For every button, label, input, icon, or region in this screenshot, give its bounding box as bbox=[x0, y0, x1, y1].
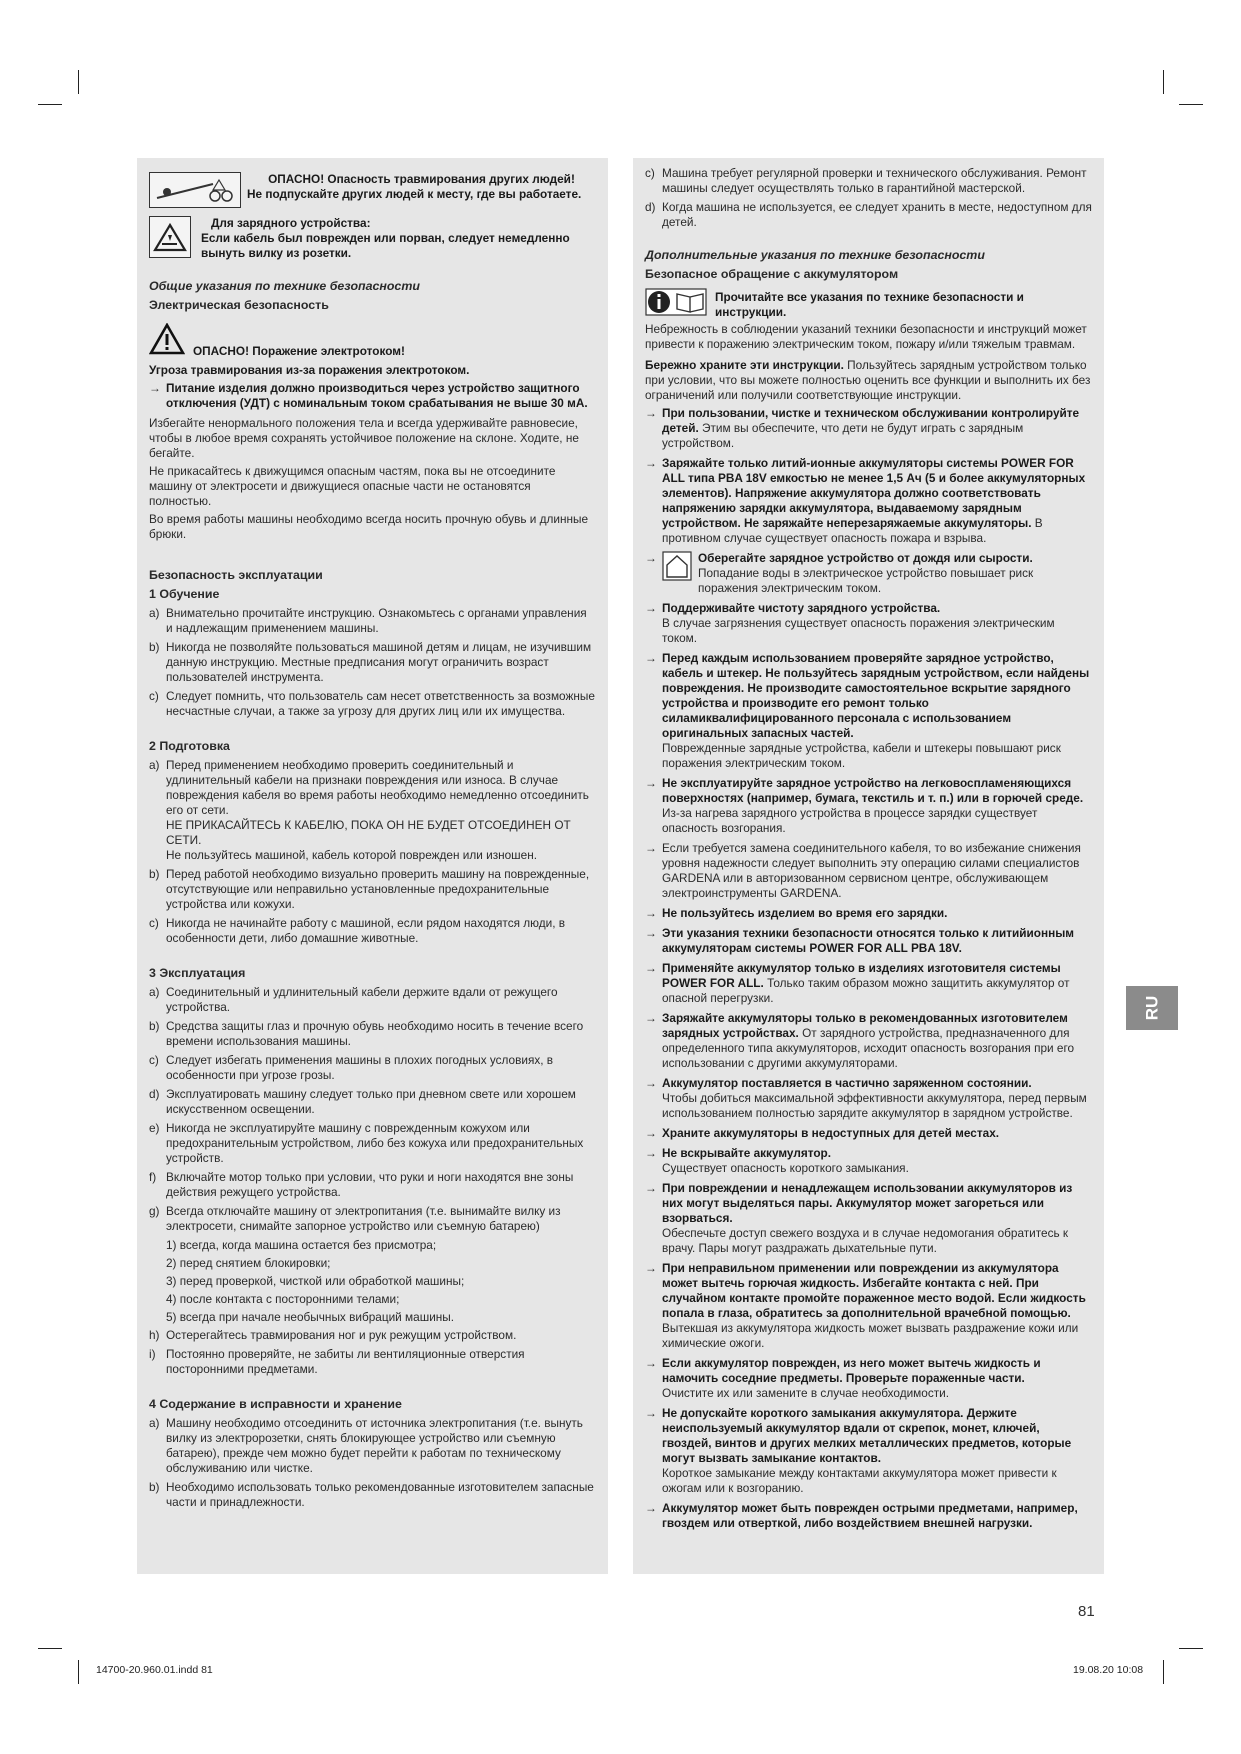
list-item: c) Следует помнить, что пользователь сам несет ответственность за возможные несчастные случаи, а также за угрозу для других лиц или их имущества. bbox=[149, 689, 595, 718]
footer-date: 19.08.20 10:08 bbox=[1073, 1664, 1144, 1676]
crop-mark bbox=[38, 1648, 62, 1649]
arrow-icon: → bbox=[645, 601, 657, 615]
body-paragraph: Не прикасайтесь к движущимся опасным частям, пока вы не отсоедините машину от электросети и движущиеся опасные части не остановятся полностью. bbox=[149, 464, 556, 508]
arrow-icon: → bbox=[645, 906, 657, 920]
arrow-icon: → bbox=[645, 1146, 657, 1160]
list-item: c) Никогда не начинайте работу с машиной, если рядом находятся люди, в особенности дети, либо домашние животные. bbox=[149, 916, 566, 945]
page-number: 81 bbox=[1078, 1603, 1095, 1620]
general-safety-heading: Общие указания по технике безопасности bbox=[149, 279, 420, 293]
body-paragraph: Небрежность в соблюдении указаний техники безопасности и инструкций может привести к поражению электрическим током, пожару и/или тяжелым травмам. bbox=[645, 322, 1087, 351]
list-item: b) Средства защиты глаз и прочную обувь необходимо носить в течение всего времени использования машины. bbox=[149, 1019, 584, 1048]
arrow-icon: → bbox=[645, 1126, 657, 1140]
list-item: d) Эксплуатировать машину следует только при дневном свете или хорошем искусственном освещении. bbox=[149, 1087, 576, 1116]
list-item: h) Остерегайтесь травмирования ног и рук режущим устройством. bbox=[149, 1328, 517, 1342]
electrical-safety-heading: Электрическая безопасность bbox=[149, 298, 329, 312]
list-item: i) Постоянно проверяйте, не забиты ли вентиляционные отверстия посторонними предметами. bbox=[149, 1347, 525, 1376]
arrow-icon: → bbox=[645, 1406, 657, 1420]
safety-instruction: → Не вскрывайте аккумулятор. Существует опасность короткого замыкания. bbox=[645, 1146, 909, 1175]
language-tab: RU bbox=[1126, 986, 1178, 1030]
list-item: d) Когда машина не используется, ее следует хранить в месте, недоступном для детей. bbox=[645, 200, 1092, 229]
sub-item: 4) после контакта с посторонними телами; bbox=[166, 1292, 400, 1306]
safety-instruction: → Оберегайте зарядное устройство от дождя или сырости. Попадание воды в электрическое устройство повышает риск поражения электрическим током. bbox=[645, 551, 1034, 595]
safety-instruction: → Не эксплуатируйте зарядное устройство на легковоспламеняющихся поверхностях (например, бумага, текстиль и т. п.) или в горючей среде. Из-за нагрева зарядного устройства в процессе зарядки существует опасность возгорания. bbox=[645, 776, 1084, 835]
list-item: a) Внимательно прочитайте инструкцию. Ознакомьтесь с органами управления и надлежащим применением машины. bbox=[149, 606, 587, 635]
list-item: f) Включайте мотор только при условии, что руки и ноги находятся вне зоны действия режущего устройства. bbox=[149, 1170, 574, 1199]
safety-instruction: → Если аккумулятор поврежден, из него может вытечь жидкость и намочить соседние предметы. Проверьте пораженные части. Очистите их или замените в случае необходимости. bbox=[645, 1356, 1041, 1400]
list-item: g) Всегда отключайте машину от электропитания (т.е. вынимайте вилку из электросети, снимайте запорное устройство или съемную батарею) bbox=[149, 1204, 561, 1233]
safety-instruction: → Не допускайте короткого замыкания аккумулятора. Держите неиспользуемый аккумулятор вдали от скрепок, монет, ключей, гвоздей, винтов и других мелких металлических предметов, которые могут вызвать замыкание контактов. Короткое замыкание между контактами аккумулятора может привести к ожогам или к возгоранию. bbox=[645, 1406, 1072, 1495]
read-instructions-row bbox=[645, 288, 1092, 320]
safety-instruction: → При неправильном применении или повреждении из аккумулятора может вытечь горючая жидкость. Избегайте контакта с ней. При случайном контакте промойте пораженное место водой. Если жидкость попала в глаза, обратитесь за дополнительной врачебной помощью. Вытекшая из аккумулятора жидкость может вызвать раздражение кожи или химические ожоги. bbox=[645, 1261, 1086, 1350]
operation-safety-heading: Безопасность эксплуатации bbox=[149, 568, 323, 582]
arrow-icon: → bbox=[645, 961, 657, 975]
house-rain-icon bbox=[662, 551, 692, 596]
safety-instruction: → При пользовании, чистке и техническом обслуживании контролируйте детей. Этим вы обеспечите, что дети не будут играть с зарядным устройством. bbox=[645, 406, 1080, 450]
arrow-icon: → bbox=[645, 651, 657, 665]
danger-others-title: ОПАСНО! Опасность травмирования других людей! bbox=[268, 172, 575, 186]
safety-instruction: → Аккумулятор поставляется в частично заряженном состоянии. Чтобы добиться максимальной эффективности аккумулятора, перед первым использованием полностью зарядите аккумулятор в зарядном устройстве. bbox=[645, 1076, 1087, 1120]
left-column bbox=[137, 158, 608, 1574]
shock-danger-title: ОПАСНО! Поражение электротоком! bbox=[193, 344, 405, 358]
read-all-text: Прочитайте все указания по технике безопасности и инструкции. bbox=[715, 290, 1024, 319]
arrow-icon: → bbox=[645, 776, 657, 790]
list-item: c) Машина требует регулярной проверки и технического обслуживания. Ремонт машины следует осуществлять только в гарантийной мастерской. bbox=[645, 166, 1087, 195]
footer-file-info: 14700-20.960.01.indd 81 bbox=[96, 1664, 213, 1676]
charger-warning-text: Если кабель был поврежден или порван, следует немедленно вынуть вилку из розетки. bbox=[201, 231, 570, 260]
danger-others-warning bbox=[149, 172, 596, 208]
sub-item: 2) перед снятием блокировки; bbox=[166, 1256, 331, 1270]
list-item: b) Перед работой необходимо визуально проверить машину на поврежденные, отсутствующие или неправильно установленные предохранительные устройства или кожухи. bbox=[149, 867, 590, 911]
arrow-icon: → bbox=[645, 456, 657, 470]
sub-item: 1) всегда, когда машина остается без присмотра; bbox=[166, 1238, 437, 1252]
crop-mark bbox=[1179, 104, 1203, 105]
arrow-icon: → bbox=[645, 406, 657, 420]
safety-instruction: → Храните аккумуляторы в недоступных для детей местах. bbox=[645, 1126, 1000, 1140]
trimmer-warning-icon bbox=[149, 172, 241, 208]
charger-warning-title: Для зарядного устройства: bbox=[211, 216, 371, 230]
sub-item: 5) всегда при начале необычных вибраций машины. bbox=[166, 1310, 455, 1324]
sub-item: 3) перед проверкой, чисткой или обработкой машины; bbox=[166, 1274, 465, 1288]
section-1-title: 1 Обучение bbox=[149, 587, 220, 601]
crop-mark bbox=[1163, 1660, 1164, 1684]
shock-danger-row bbox=[149, 323, 596, 359]
danger-others-text: Не подпускайте других людей к месту, где вы работаете. bbox=[247, 187, 582, 201]
additional-safety-heading: Дополнительные указания по технике безопасности bbox=[645, 248, 985, 262]
section-4-title: 4 Содержание в исправности и хранение bbox=[149, 1397, 402, 1411]
list-item: a) Соединительный и удлинительный кабели держите вдали от режущего устройства. bbox=[149, 985, 558, 1014]
list-item: b) Никогда не позволяйте пользоваться машиной детям и лицам, не изучившим данную инструкцию. Местные предписания могут ограничить возраст пользователей инструмента. bbox=[149, 640, 592, 684]
arrow-icon: → bbox=[645, 551, 657, 565]
safety-instruction: → Если требуется замена соединительного кабеля, то во избежание снижения уровня надежности следует выполнить эту операцию силами специалистов GARDENA или в авторизованном сервисном центре, обслуживающем электроинструменты GARDENA. bbox=[645, 841, 1081, 900]
read-manual-icon bbox=[645, 288, 707, 320]
safety-instruction: → Заряжайте аккумуляторы только в рекомендованных изготовителем зарядных устройствах. От зарядного устройства, предназначенного для определенного типа аккумуляторов, исходит опасность возгорания при его использовании с другими аккумуляторами. bbox=[645, 1011, 1075, 1070]
charger-cable-warning bbox=[149, 216, 596, 261]
section-2-title: 2 Подготовка bbox=[149, 739, 230, 753]
arrow-icon: → bbox=[645, 1356, 657, 1370]
crop-mark bbox=[38, 104, 62, 105]
safety-instruction: → Эти указания техники безопасности относятся только к литийионным аккумуляторам системы POWER FOR ALL PBA 18V. bbox=[645, 926, 1075, 955]
arrow-icon: → bbox=[645, 1501, 657, 1515]
warning-triangle-icon bbox=[149, 323, 185, 359]
list-item: a) Машину необходимо отсоединить от источника электропитания (т.е. вынуть вилку из электророзетки, снять блокирующее устройство или съемную батарею), прежде чем можно будет перейти к работам по техническому обслуживанию или чистке. bbox=[149, 1416, 583, 1475]
arrow-icon: → bbox=[645, 1076, 657, 1090]
crop-mark bbox=[78, 1660, 79, 1684]
safety-instruction: → Поддерживайте чистоту зарядного устройства. В случае загрязнения существует опасность поражения электрическим током. bbox=[645, 601, 1055, 645]
safety-instruction: → При повреждении и ненадлежащем использовании аккумуляторов из них могут выделяться пары. Аккумулятор может загореться или взорваться. Обеспечьте доступ свежего воздуха и в случае недомогания обратитесь к врачу. Пары могут раздражать дыхательные пути. bbox=[645, 1181, 1073, 1255]
list-item: a) Перед применением необходимо проверить соединительный и удлинительный кабели на признаки повреждения или износа. В случае повреждения кабеля во время работы необходимо немедленно отсоединить его от сети. НЕ ПРИКАСАЙТЕСЬ К КАБЕЛЮ, ПОКА ОН НЕ БУДЕТ ОТСОЕДИНЕН ОТ СЕТИ. Не пользуйтесь машиной, кабель которой поврежден или изношен. bbox=[149, 758, 589, 862]
cable-damage-warning-icon bbox=[149, 216, 191, 258]
rcd-instruction: → Питание изделия должно производиться через устройство защитного отключения (УДТ) с номинальным током срабатывания не выше 30 мА. bbox=[149, 381, 588, 410]
battery-handling-heading: Безопасное обращение с аккумулятором bbox=[645, 267, 899, 281]
safety-instruction: → Не пользуйтесь изделием во время его зарядки. bbox=[645, 906, 948, 920]
arrow-icon: → bbox=[645, 1181, 657, 1195]
arrow-icon: → bbox=[149, 381, 161, 395]
safety-instruction: → Аккумулятор может быть поврежден острыми предметами, например, гвоздем или отверткой, либо воздействием внешней нагрузки. bbox=[645, 1501, 1078, 1530]
crop-mark bbox=[1163, 70, 1164, 94]
arrow-icon: → bbox=[645, 926, 657, 940]
list-item: c) Следует избегать применения машины в плохих погодных условиях, в особенности при угрозе грозы. bbox=[149, 1053, 554, 1082]
safety-instruction: → Заряжайте только литий-ионные аккумуляторы системы POWER FOR ALL типа PBA 18V емкостью не менее 1,5 Ач (5 и более аккумуляторных элементов). Напряжение аккумулятора должно соответствовать напряжению зарядки аккумулятора, выдаваемому зарядным устройством. Не заряжайте неперезаряжаемые аккумуляторы. В противном случае существует опасность пожара и взрыва. bbox=[645, 456, 1086, 545]
list-item: b) Необходимо использовать только рекомендованные изготовителем запасные части и принадлежности. bbox=[149, 1480, 594, 1509]
body-paragraph: Бережно храните эти инструкции. Пользуйтесь зарядным устройством только при условии, что вы можете полностью оценить все функции и выполнить их без ограничений или получили соответствующие инструкции. bbox=[645, 358, 1091, 402]
right-column bbox=[633, 158, 1104, 1574]
arrow-icon: → bbox=[645, 1011, 657, 1025]
body-paragraph: Избегайте ненормального положения тела и всегда удерживайте равновесие, чтобы в любое время сохранять устойчивое положение на склоне. Ходите, не бегайте. bbox=[149, 416, 579, 460]
arrow-icon: → bbox=[645, 1261, 657, 1275]
safety-instruction: → Применяйте аккумулятор только в изделиях изготовителя системы POWER FOR ALL. Только таким образом можно защитить аккумулятор от опасной перегрузки. bbox=[645, 961, 1070, 1005]
arrow-icon: → bbox=[645, 841, 657, 855]
shock-threat-text: Угроза травмирования из-за поражения электротоком. bbox=[149, 363, 470, 377]
crop-mark bbox=[1179, 1648, 1203, 1649]
safety-instruction: → Перед каждым использованием проверяйте зарядное устройство, кабель и штекер. Не пользуйтесь зарядным устройством, если найдены повреждения. Не производите самостоятельное вскрытие зарядного устройства и производите его ремонт только силамиквалифицированного персонала с использованием оригинальных запасных частей. Поврежденные зарядные устройства, кабели и штекеры повышают риск поражения электрическим током. bbox=[645, 651, 1090, 770]
section-3-title: 3 Эксплуатация bbox=[149, 966, 246, 980]
crop-mark bbox=[78, 70, 79, 94]
body-paragraph: Во время работы машины необходимо всегда носить прочную обувь и длинные брюки. bbox=[149, 512, 589, 541]
list-item: e) Никогда не эксплуатируйте машину с поврежденным кожухом или предохранительным устройством, либо без кожуха или предохранительных устройств. bbox=[149, 1121, 584, 1165]
